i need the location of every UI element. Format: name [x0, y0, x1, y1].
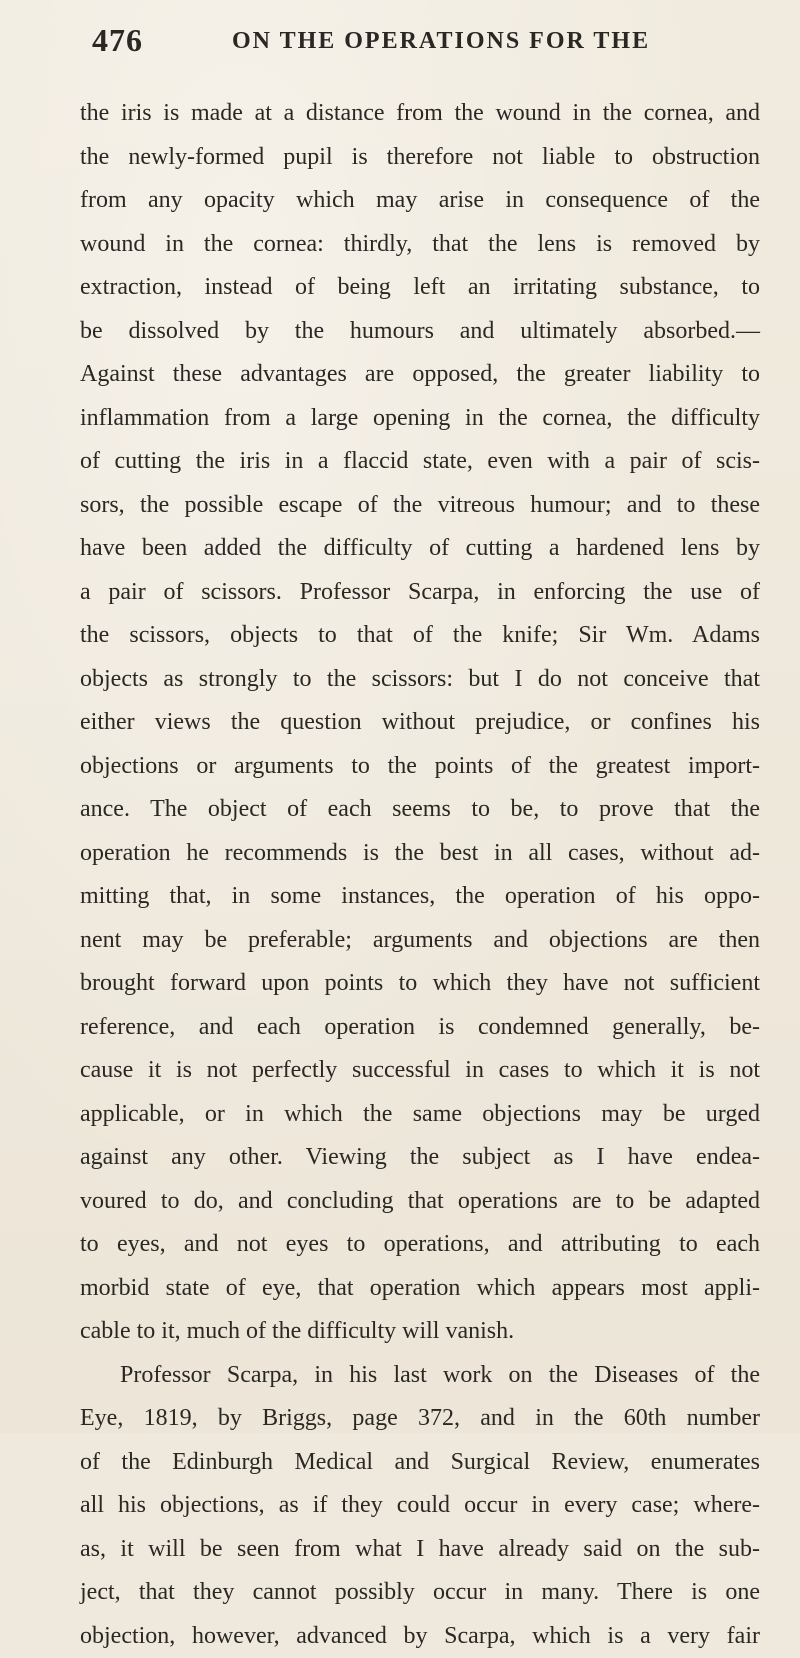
text-line-paragraph-start: Professor Scarpa, in his last work on the Diseases of the — [80, 1354, 760, 1398]
text-line: nent may be preferable; arguments and objections are then — [80, 919, 760, 963]
text-line: extraction, instead of being left an irritating substance, to — [80, 266, 760, 310]
text-line: cause it is not perfectly successful in cases to which it is not — [80, 1049, 760, 1093]
text-line-paragraph-end: cable to it, much of the difficulty will vanish. — [80, 1310, 760, 1354]
text-line: Against these advantages are opposed, the greater liability to — [80, 353, 760, 397]
text-line: applicable, or in which the same objections may be urged — [80, 1093, 760, 1137]
text-line: have been added the difficulty of cutting a hardened lens by — [80, 527, 760, 571]
text-line: from any opacity which may arise in consequence of the — [80, 179, 760, 223]
text-line: Eye, 1819, by Briggs, page 372, and in the 60th number — [80, 1397, 760, 1441]
running-head: ON THE OPERATIONS FOR THE — [232, 28, 650, 55]
body-text — [80, 92, 760, 1658]
text-line: the newly-formed pupil is therefore not liable to obstruction — [80, 136, 760, 180]
text-line: inflammation from a large opening in the cornea, the difficulty — [80, 397, 760, 441]
text-line: objects as strongly to the scissors: but I do not conceive that — [80, 658, 760, 702]
text-line: ance. The object of each seems to be, to prove that the — [80, 788, 760, 832]
text-line: voured to do, and concluding that operations are to be adapted — [80, 1180, 760, 1224]
text-line: a pair of scissors. Professor Scarpa, in enforcing the use of — [80, 571, 760, 615]
text-line: against any other. Viewing the subject as I have endea- — [80, 1136, 760, 1180]
text-line: operation he recommends is the best in all cases, without ad- — [80, 832, 760, 876]
text-line: of the Edinburgh Medical and Surgical Review, enumerates — [80, 1441, 760, 1485]
text-line: brought forward upon points to which they have not sufficient — [80, 962, 760, 1006]
text-line: ject, that they cannot possibly occur in many. There is one — [80, 1571, 760, 1615]
text-line: morbid state of eye, that operation which appears most appli- — [80, 1267, 760, 1311]
text-line: mitting that, in some instances, the operation of his oppo- — [80, 875, 760, 919]
text-line: wound in the cornea: thirdly, that the lens is removed by — [80, 223, 760, 267]
text-line: to eyes, and not eyes to operations, and attributing to each — [80, 1223, 760, 1267]
text-line: the iris is made at a distance from the wound in the cornea, and — [80, 92, 760, 136]
page-number: 476 — [92, 22, 143, 59]
text-line: sors, the possible escape of the vitreous humour; and to these — [80, 484, 760, 528]
text-line: objection, however, advanced by Scarpa, which is a very fair — [80, 1615, 760, 1658]
text-line: objections or arguments to the points of the greatest import- — [80, 745, 760, 789]
text-line: the scissors, objects to that of the knife; Sir Wm. Adams — [80, 614, 760, 658]
text-line: as, it will be seen from what I have already said on the sub- — [80, 1528, 760, 1572]
text-line: either views the question without prejudice, or confines his — [80, 701, 760, 745]
text-line: reference, and each operation is condemned generally, be- — [80, 1006, 760, 1050]
text-line: all his objections, as if they could occur in every case; where- — [80, 1484, 760, 1528]
page-header — [92, 22, 712, 72]
text-line: of cutting the iris in a flaccid state, even with a pair of scis- — [80, 440, 760, 484]
text-line: be dissolved by the humours and ultimately absorbed.— — [80, 310, 760, 354]
